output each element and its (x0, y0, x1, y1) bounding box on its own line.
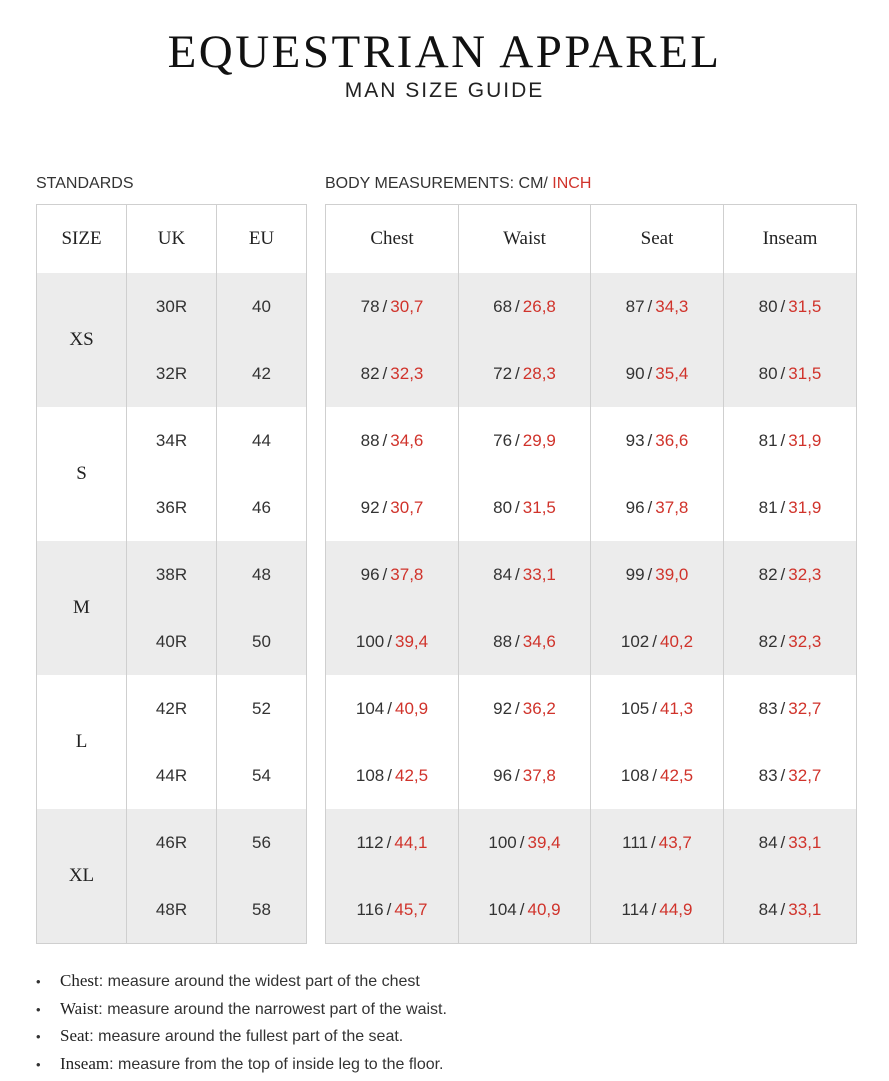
seat-inch-value: 43,7 (658, 832, 692, 852)
inseam-cm-value: 81 (758, 497, 778, 517)
value-separator: / (647, 296, 653, 316)
standards-table (36, 204, 307, 944)
seat-cm-value: 90 (625, 363, 645, 383)
inseam-inch-value: 32,7 (788, 698, 822, 718)
chest-cell (326, 541, 459, 608)
note-text: : measure from the top of inside leg to the floor. (109, 1055, 444, 1073)
seat-cm-value: 105 (620, 698, 650, 718)
eu-cell: 48 (217, 541, 307, 608)
column-header-size: SIZE (37, 205, 127, 274)
seat-inch-value: 37,8 (655, 497, 689, 517)
chest-cell (326, 407, 459, 474)
inseam-inch-value: 32,3 (788, 564, 822, 584)
seat-inch-value: 40,2 (660, 631, 694, 651)
value-separator: / (519, 832, 525, 852)
waist-cell (459, 340, 591, 407)
chest-cm-value: 92 (360, 497, 380, 517)
table-row (37, 675, 307, 742)
waist-inch-value: 40,9 (527, 899, 561, 919)
seat-inch-value: 41,3 (660, 698, 694, 718)
waist-cm-value: 72 (493, 363, 513, 383)
value-separator: / (382, 363, 388, 383)
seat-cm-value: 87 (625, 296, 645, 316)
chest-cell (326, 675, 459, 742)
page-title: EQUESTRIAN APPAREL (167, 26, 722, 78)
table-row (326, 675, 857, 742)
seat-cm-value: 102 (620, 631, 650, 651)
note-term: Waist (60, 998, 99, 1018)
bullet-icon: • (36, 1029, 41, 1044)
inseam-cell (724, 742, 857, 809)
note-term: Inseam (60, 1053, 110, 1073)
value-separator: / (780, 564, 786, 584)
note-term: Chest (60, 971, 99, 990)
eu-cell: 42 (217, 340, 307, 407)
chest-inch-value: 32,3 (390, 363, 424, 383)
value-separator: / (647, 497, 653, 517)
waist-cell (459, 608, 591, 675)
standards-label: STANDARDS (36, 175, 134, 192)
eu-cell: 40 (217, 273, 307, 340)
table-row (37, 407, 307, 474)
uk-cell: 48R (127, 876, 217, 944)
value-separator: / (652, 765, 657, 785)
size-cell: M (37, 541, 127, 675)
chest-inch-value: 30,7 (390, 497, 424, 517)
chest-inch-value: 34,6 (390, 430, 424, 450)
inseam-cm-value: 84 (758, 899, 778, 919)
value-separator: / (780, 631, 786, 651)
waist-inch-value: 33,1 (522, 564, 556, 584)
chest-inch-value: 44,1 (394, 832, 428, 852)
seat-inch-value: 42,5 (660, 765, 694, 785)
seat-cm-value: 108 (620, 765, 650, 785)
chest-cm-value: 100 (355, 631, 385, 651)
waist-cm-value: 104 (488, 899, 517, 919)
note-term: Seat (60, 1026, 90, 1045)
inseam-inch-value: 31,9 (788, 430, 822, 450)
waist-inch-value: 26,8 (522, 296, 556, 316)
inseam-cm-value: 83 (758, 698, 778, 718)
inseam-cell (724, 407, 857, 474)
value-separator: / (647, 430, 653, 450)
uk-cell: 32R (127, 340, 217, 407)
eu-cell: 50 (217, 608, 307, 675)
table-row (37, 809, 307, 876)
inseam-cm-value: 84 (758, 832, 778, 852)
measurements-label (325, 174, 591, 194)
value-separator: / (651, 899, 657, 919)
value-separator: / (386, 899, 392, 919)
chest-cell (326, 742, 459, 809)
inseam-cell (724, 273, 857, 340)
chest-cell (326, 608, 459, 675)
measurement-notes (36, 968, 876, 1078)
table-row (326, 608, 857, 675)
seat-inch-value: 35,4 (655, 363, 689, 383)
column-header-seat: Seat (591, 205, 724, 274)
waist-inch-value: 31,5 (522, 497, 556, 517)
chest-cell (326, 876, 459, 944)
waist-cell (459, 407, 591, 474)
chest-inch-value: 42,5 (395, 765, 429, 785)
value-separator: / (780, 765, 786, 785)
size-cell: XL (37, 809, 127, 944)
seat-cell (591, 273, 724, 340)
seat-cell (591, 474, 724, 541)
value-separator: / (382, 296, 388, 316)
inseam-inch-value: 31,5 (788, 296, 822, 316)
measurements-header-row (326, 205, 857, 274)
seat-cm-value: 99 (625, 564, 645, 584)
eu-cell: 46 (217, 474, 307, 541)
value-separator: / (780, 363, 786, 383)
value-separator: / (780, 497, 786, 517)
inseam-inch-value: 32,7 (788, 765, 822, 785)
uk-cell: 44R (127, 742, 217, 809)
page-subtitle: MAN SIZE GUIDE (344, 79, 545, 102)
value-separator: / (382, 430, 388, 450)
chest-cell (326, 809, 459, 876)
value-separator: / (387, 698, 392, 718)
inseam-cell (724, 675, 857, 742)
chest-cm-value: 88 (360, 430, 380, 450)
value-separator: / (382, 564, 388, 584)
chest-inch-value: 40,9 (395, 698, 429, 718)
value-separator: / (515, 564, 520, 584)
chest-inch-value: 45,7 (394, 899, 428, 919)
note-text: : measure around the narrowest part of the waist. (98, 1000, 447, 1018)
inseam-cell (724, 608, 857, 675)
uk-cell: 34R (127, 407, 217, 474)
table-row (326, 474, 857, 541)
waist-cm-value: 76 (493, 430, 513, 450)
uk-cell: 40R (127, 608, 217, 675)
column-header-eu: EU (217, 205, 307, 274)
inseam-cell (724, 474, 857, 541)
chest-cm-value: 96 (360, 564, 380, 584)
inseam-inch-value: 32,3 (788, 631, 822, 651)
chest-cm-value: 116 (356, 899, 384, 919)
uk-cell: 42R (127, 675, 217, 742)
value-separator: / (652, 698, 657, 718)
note-item (36, 996, 876, 1024)
table-row (326, 809, 857, 876)
value-separator: / (780, 296, 786, 316)
chest-cm-value: 108 (355, 765, 385, 785)
inseam-inch-value: 31,5 (788, 363, 822, 383)
inseam-cm-value: 81 (758, 430, 778, 450)
note-item (36, 968, 876, 996)
value-separator: / (515, 363, 520, 383)
table-row (326, 340, 857, 407)
inseam-cell (724, 809, 857, 876)
waist-cm-value: 80 (493, 497, 513, 517)
seat-cm-value: 93 (625, 430, 645, 450)
seat-cell (591, 675, 724, 742)
inseam-cm-value: 82 (758, 631, 778, 651)
value-separator: / (651, 832, 656, 852)
table-row (37, 273, 307, 340)
table-row (326, 407, 857, 474)
table-row (326, 742, 857, 809)
inseam-cm-value: 82 (758, 564, 778, 584)
eu-cell: 58 (217, 876, 307, 944)
chest-cm-value: 82 (360, 363, 380, 383)
note-text: : measure around the widest part of the chest (98, 973, 420, 990)
value-separator: / (387, 631, 392, 651)
measurements-table (325, 204, 857, 944)
chest-inch-value: 39,4 (395, 631, 429, 651)
waist-inch-value: 37,8 (522, 765, 556, 785)
waist-cell (459, 273, 591, 340)
waist-inch-value: 28,3 (522, 363, 556, 383)
value-separator: / (515, 497, 520, 517)
bullet-icon: • (36, 1001, 41, 1017)
chest-cm-value: 78 (360, 296, 380, 316)
inseam-cell (724, 541, 857, 608)
note-item (36, 1051, 876, 1079)
eu-cell: 52 (217, 675, 307, 742)
value-separator: / (515, 430, 520, 450)
seat-cm-value: 111 (622, 832, 648, 852)
value-separator: / (382, 497, 388, 517)
chest-cm-value: 112 (356, 832, 384, 852)
inseam-cm-value: 83 (758, 765, 778, 785)
value-separator: / (647, 363, 653, 383)
column-header-uk: UK (127, 205, 217, 274)
measurements-label-inch: INCH (552, 175, 592, 192)
size-cell: S (37, 407, 127, 541)
waist-inch-value: 34,6 (522, 631, 556, 651)
table-row (326, 541, 857, 608)
uk-cell: 36R (127, 474, 217, 541)
seat-cell (591, 340, 724, 407)
waist-cell (459, 675, 591, 742)
table-row (37, 541, 307, 608)
uk-cell: 30R (127, 273, 217, 340)
uk-cell: 46R (127, 809, 217, 876)
seat-cell (591, 876, 724, 944)
seat-inch-value: 36,6 (655, 430, 689, 450)
size-cell: L (37, 675, 127, 809)
eu-cell: 44 (217, 407, 307, 474)
chest-cell (326, 474, 459, 541)
seat-cell (591, 608, 724, 675)
waist-inch-value: 29,9 (522, 430, 556, 450)
waist-cm-value: 100 (488, 832, 517, 852)
value-separator: / (780, 899, 786, 919)
measurements-label-prefix: BODY MEASUREMENTS: CM/ (325, 175, 553, 192)
waist-cm-value: 84 (493, 564, 513, 584)
column-header-chest: Chest (326, 205, 459, 274)
table-row (326, 876, 857, 944)
waist-cell (459, 809, 591, 876)
value-separator: / (780, 430, 786, 450)
value-separator: / (519, 899, 525, 919)
size-cell: XS (37, 273, 127, 407)
column-header-inseam: Inseam (724, 205, 857, 274)
seat-cell (591, 407, 724, 474)
table-row (326, 273, 857, 340)
inseam-cell (724, 340, 857, 407)
waist-cell (459, 742, 591, 809)
column-header-waist: Waist (459, 205, 591, 274)
waist-cell (459, 876, 591, 944)
value-separator: / (515, 631, 520, 651)
note-text: : measure around the fullest part of the seat. (89, 1028, 404, 1045)
value-separator: / (386, 832, 392, 852)
chest-inch-value: 30,7 (390, 296, 424, 316)
inseam-cm-value: 80 (758, 363, 778, 383)
bullet-icon: • (36, 974, 41, 989)
seat-inch-value: 44,9 (659, 899, 693, 919)
value-separator: / (387, 765, 392, 785)
value-separator: / (515, 698, 520, 718)
bullet-icon: • (36, 1056, 41, 1072)
waist-cm-value: 96 (493, 765, 513, 785)
chest-inch-value: 37,8 (390, 564, 424, 584)
waist-cm-value: 88 (493, 631, 513, 651)
waist-cm-value: 68 (493, 296, 513, 316)
waist-inch-value: 39,4 (527, 832, 561, 852)
note-item (36, 1023, 876, 1051)
value-separator: / (780, 832, 786, 852)
value-separator: / (515, 765, 520, 785)
seat-cell (591, 742, 724, 809)
waist-cm-value: 92 (493, 698, 513, 718)
chest-cm-value: 104 (355, 698, 385, 718)
seat-cell (591, 809, 724, 876)
waist-cell (459, 541, 591, 608)
inseam-inch-value: 31,9 (788, 497, 822, 517)
inseam-cell (724, 876, 857, 944)
chest-cell (326, 340, 459, 407)
value-separator: / (652, 631, 657, 651)
waist-inch-value: 36,2 (522, 698, 556, 718)
seat-inch-value: 39,0 (655, 564, 689, 584)
standards-header-row (37, 205, 307, 274)
value-separator: / (780, 698, 786, 718)
eu-cell: 54 (217, 742, 307, 809)
seat-cell (591, 541, 724, 608)
inseam-inch-value: 33,1 (788, 899, 822, 919)
value-separator: / (647, 564, 653, 584)
value-separator: / (515, 296, 520, 316)
inseam-inch-value: 33,1 (788, 832, 822, 852)
eu-cell: 56 (217, 809, 307, 876)
uk-cell: 38R (127, 541, 217, 608)
inseam-cm-value: 80 (758, 296, 778, 316)
seat-cm-value: 114 (621, 899, 649, 919)
waist-cell (459, 474, 591, 541)
seat-cm-value: 96 (625, 497, 645, 517)
chest-cell (326, 273, 459, 340)
seat-inch-value: 34,3 (655, 296, 689, 316)
